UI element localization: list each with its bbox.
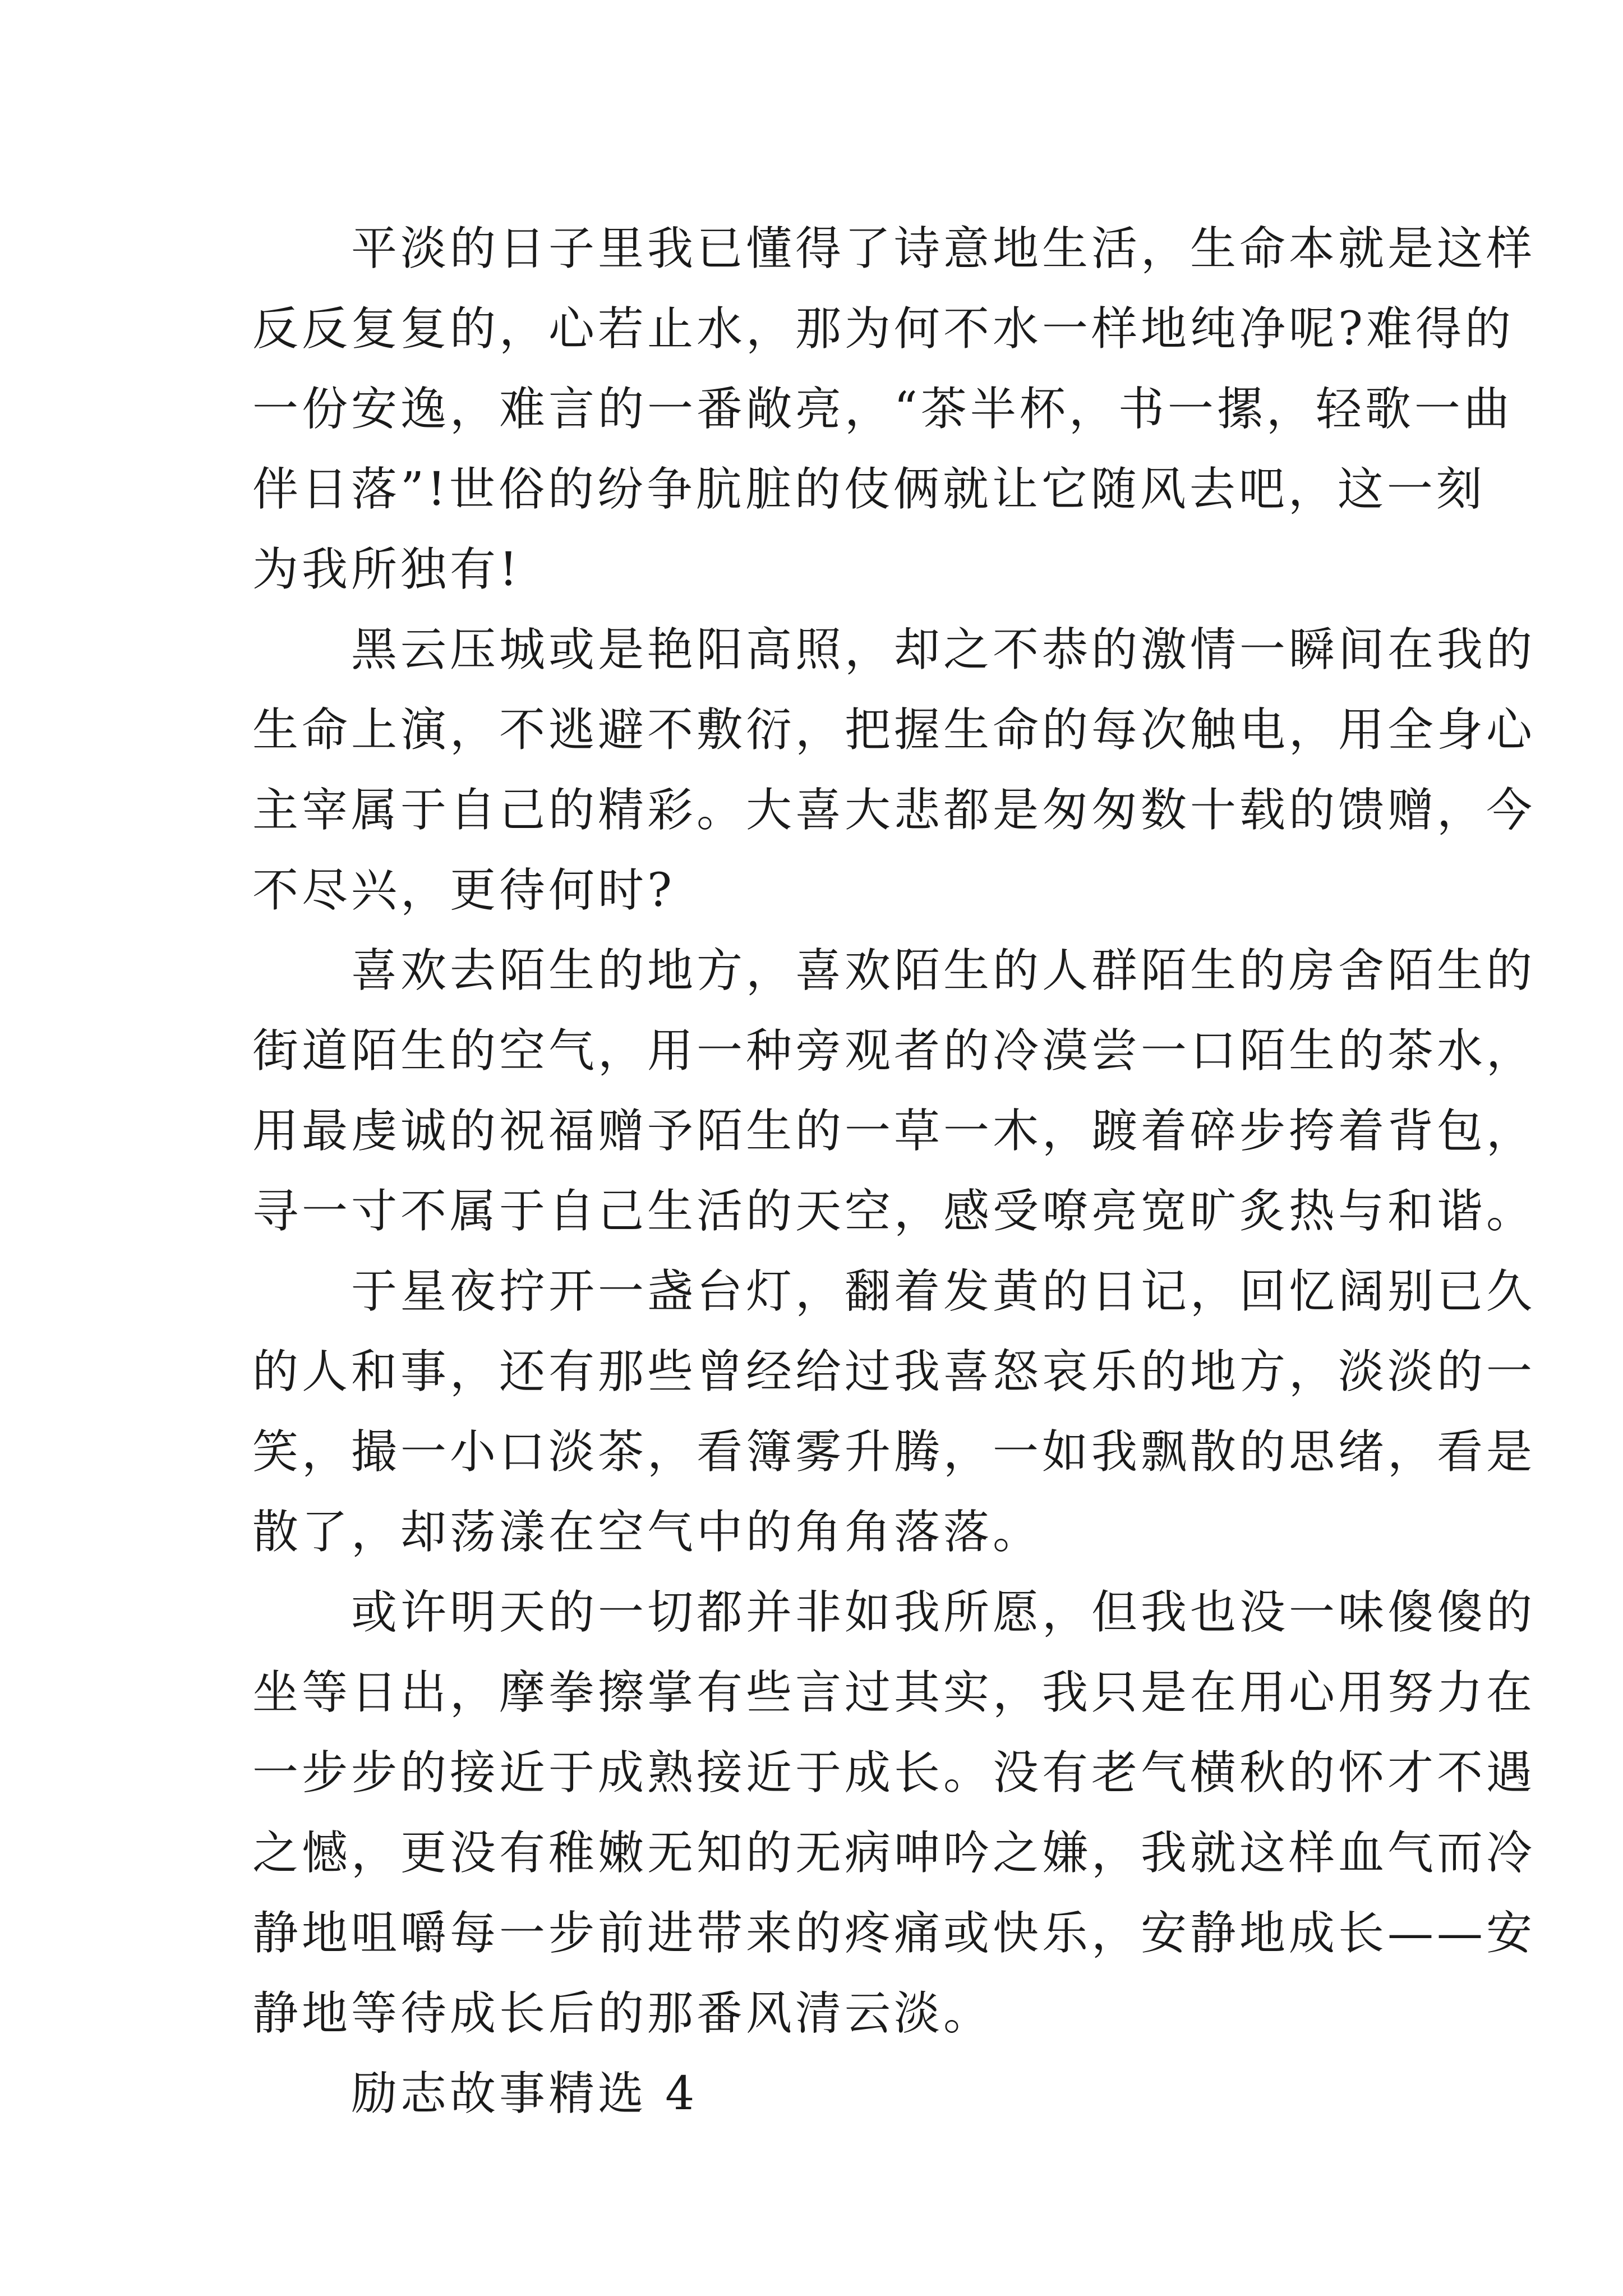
text-line: 之憾，更没有稚嫩无知的无病呻吟之嫌，我就这样血气而冷 [252, 1826, 1536, 1880]
text-line: 伴日落”!世俗的纷争肮脏的伎俩就让它随风去吧，这一刻 [252, 463, 1486, 516]
text-line: 黑云压城或是艳阳高照，却之不恭的激情一瞬间在我的 [252, 623, 1536, 677]
paragraph-2 [252, 610, 1536, 931]
text-line: 静地咀嚼每一步前进带来的疼痛或快乐，安静地成长——安 [252, 1907, 1536, 1960]
text-line: 于星夜拧开一盏台灯，翻着发黄的日记，回忆阔别已久 [252, 1265, 1536, 1318]
document-body [252, 209, 1536, 2134]
heading-line: 励志故事精选 4 [252, 2067, 698, 2120]
text-line: 喜欢去陌生的地方，喜欢陌生的人群陌生的房舍陌生的 [252, 944, 1536, 997]
text-line: 一步步的接近于成熟接近于成长。没有老气横秋的怀才不遇 [252, 1746, 1536, 1800]
text-line: 或许明天的一切都并非如我所愿，但我也没一味傻傻的 [252, 1586, 1536, 1639]
text-line: 反反复复的，心若止水，那为何不水一样地纯净呢?难得的 [252, 302, 1514, 356]
text-line: 主宰属于自己的精彩。大喜大悲都是匆匆数十载的馈赠，今 [252, 784, 1536, 837]
text-line: 不尽兴，更待何时? [252, 864, 675, 917]
paragraph-1 [252, 209, 1536, 610]
text-line: 坐等日出，摩拳擦掌有些言过其实，我只是在用心用努力在 [252, 1666, 1536, 1719]
text-line: 街道陌生的空气，用一种旁观者的冷漠尝一口陌生的茶水， [252, 1024, 1536, 1078]
text-line: 一份安逸，难言的一番敞亮，“茶半杯，书一摞，轻歌一曲 [252, 383, 1513, 436]
text-line: 笑，撮一小口淡茶，看簿雾升腾，一如我飘散的思绪，看是 [252, 1425, 1536, 1479]
text-line: 的人和事，还有那些曾经给过我喜怒哀乐的地方，淡淡的一 [252, 1345, 1536, 1398]
text-line: 静地等待成长后的那番风清云淡。 [252, 1987, 993, 2040]
text-line: 为我所独有! [252, 543, 521, 596]
text-line: 寻一寸不属于自己生活的天空，感受嘹亮宽旷炙热与和谐。 [252, 1185, 1536, 1238]
paragraph-5 [252, 1572, 1536, 2054]
paragraph-3 [252, 931, 1536, 1251]
text-line: 生命上演，不逃避不敷衍，把握生命的每次触电，用全身心 [252, 703, 1536, 757]
text-line: 平淡的日子里我已懂得了诗意地生活，生命本就是这样 [252, 222, 1536, 275]
text-line: 散了，却荡漾在空气中的角角落落。 [252, 1506, 1043, 1559]
text-line: 用最虔诚的祝福赠予陌生的一草一木，踱着碎步挎着背包， [252, 1105, 1536, 1158]
section-heading [252, 2054, 1385, 2134]
paragraph-4 [252, 1251, 1536, 1572]
